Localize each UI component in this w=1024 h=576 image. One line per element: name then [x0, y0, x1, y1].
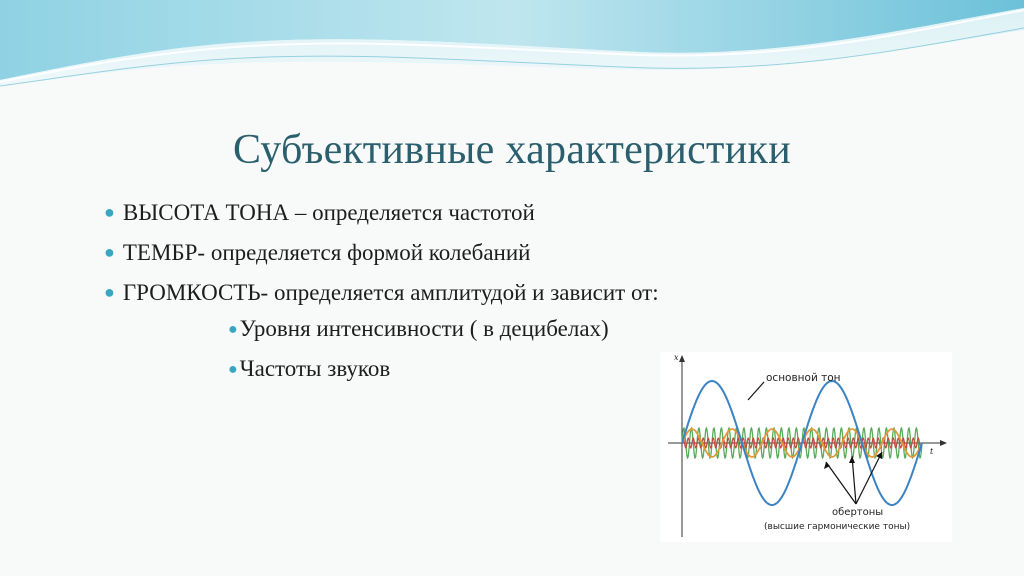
- bullet-item: [104, 280, 659, 306]
- overtones-label: обертоны: [832, 507, 884, 518]
- slide-title: Субъективные характеристики: [233, 127, 791, 173]
- sub-bullet-text: Частоты звуков: [239, 356, 391, 381]
- bullet-text: ТЕМБР- определяется формой колебаний: [122, 240, 531, 265]
- fundamental-pointer: [748, 382, 764, 400]
- bullet-text: ВЫСОТА ТОНА – определяется частотой: [122, 200, 535, 225]
- axis-t-label: t: [930, 447, 934, 456]
- bullet-text: ГРОМКОСТЬ- определяется амплитудой и зависит от:: [122, 280, 659, 305]
- axis-x-label: x: [674, 353, 679, 362]
- x-axis-arrow-icon: [679, 355, 685, 362]
- fundamental-label: основной тон: [766, 372, 841, 384]
- bullet-dot-icon: ●: [104, 242, 115, 262]
- overtone-pointer: [826, 462, 856, 504]
- bullet-dot-icon: ●: [104, 202, 115, 222]
- t-axis-arrow-icon: [940, 440, 947, 446]
- overtones-sublabel: (высшие гармонические тоны): [764, 522, 911, 532]
- sub-bullet-text: Уровня интенсивности ( в децибелах): [239, 316, 609, 341]
- sub-bullet-item: [228, 356, 390, 382]
- arrow-head-icon: [824, 462, 830, 469]
- waveform-figure: [660, 352, 952, 542]
- bullet-item: [104, 200, 535, 226]
- overtone-pointer: [852, 456, 856, 504]
- bullet-dot-icon: ●: [104, 282, 115, 302]
- bullet-dot-icon: ●: [228, 321, 238, 338]
- overtone-pointer: [856, 452, 882, 504]
- sub-bullet-item: [228, 316, 609, 342]
- bullet-item: [104, 240, 531, 266]
- bullet-dot-icon: ●: [228, 361, 238, 378]
- arrow-head-icon: [849, 456, 855, 463]
- decorative-top-wave: [0, 0, 1024, 110]
